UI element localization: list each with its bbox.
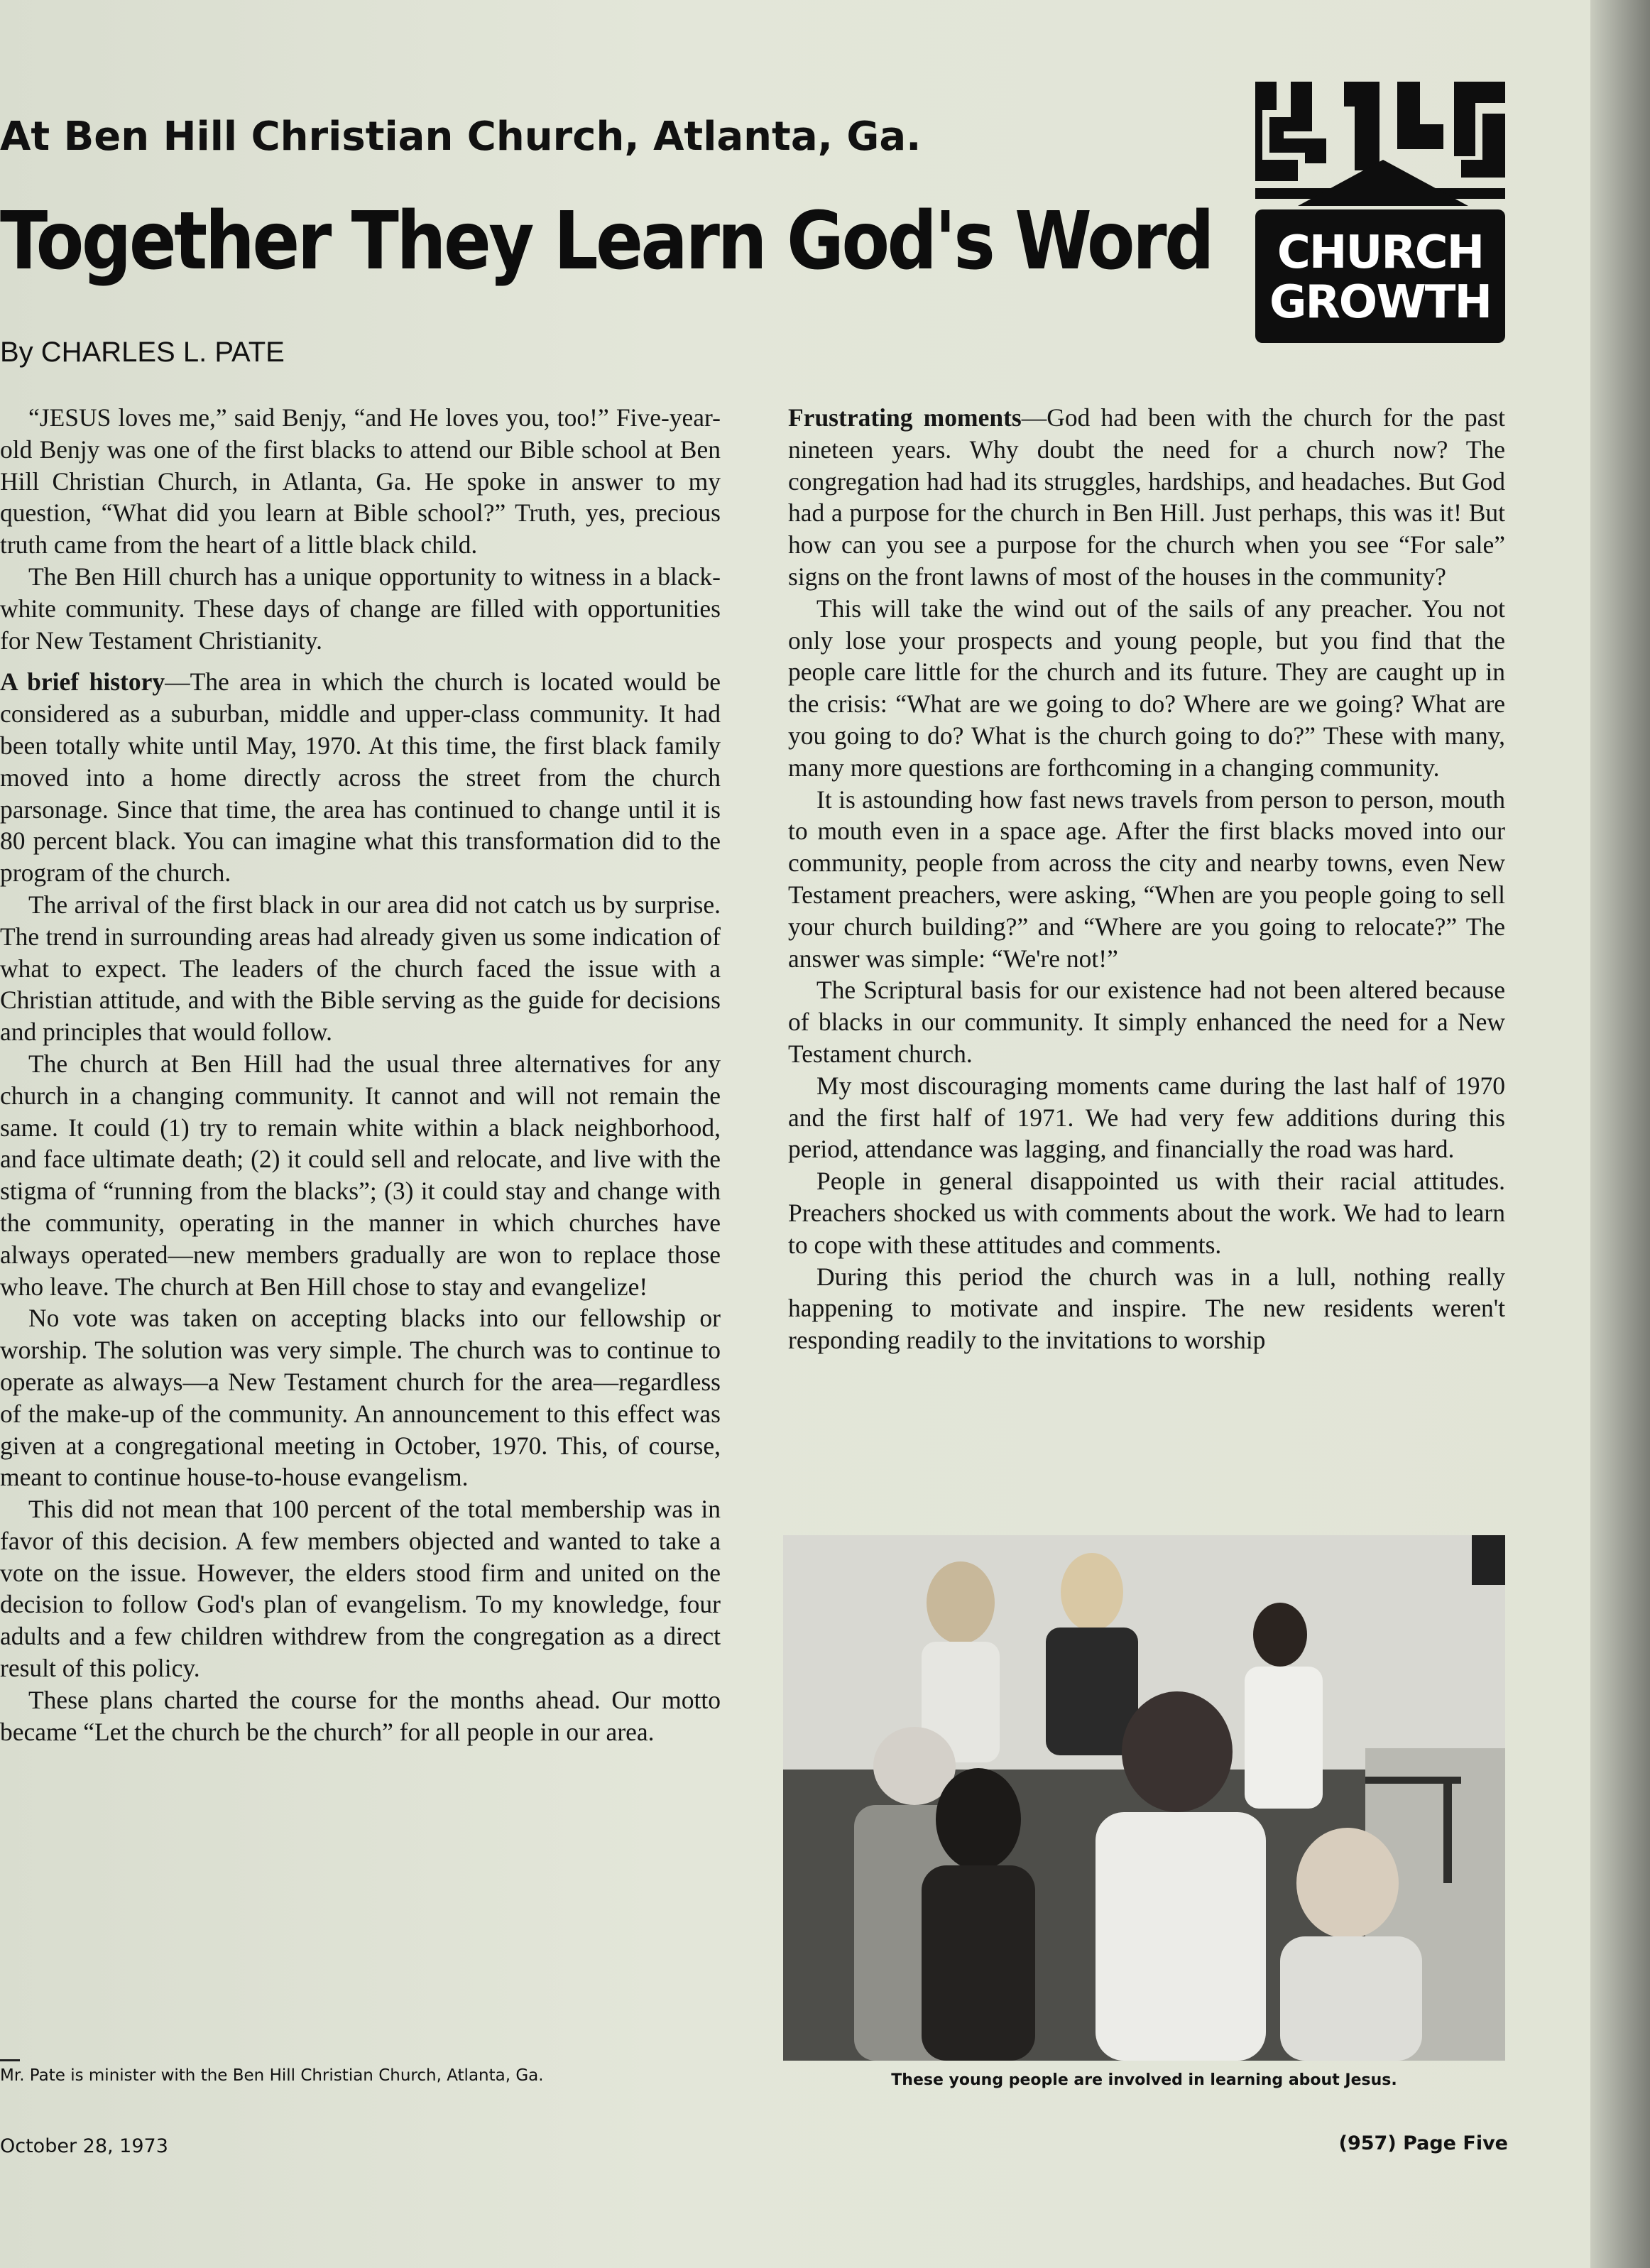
author-footnote: Mr. Pate is minister with the Ben Hill Christian Church, Atlanta, Ga. [0,2066,544,2085]
paragraph: During this period the church was in a lull, nothing really happening to motivate and inspire. The new residents weren't responding readily to the invitations to worship [788,1262,1505,1355]
children-photo [783,1535,1505,2061]
paragraph: This did not mean that 100 percent of the total membership was in favor of this decision. A few members objected and wanted to take a vote on the issue. However, the elders stood firm and united on the decision to follow God's plan of evangelism. To my knowledge, four adults and a few children withdrew from the congregation as a direct result of this policy. [0,1495,721,1683]
run-in-heading: Frustrating moments [788,403,1022,432]
paragraph: No vote was taken on accepting blacks into our fellowship or worship. The solution was very simple. The church was to continue to operate as always—a New Testament church for the area—regardless of the make-up of the community. An announcement to this effect was given at a congregational meeting in October, 1970. This, of course, meant to continue house-to-house evangelism. [0,1304,721,1492]
paragraph: The Ben Hill church has a unique opportunity to witness in a black-white community. These days of change are filled with opportunities for New Testament Christianity. [0,562,721,655]
article-headline: Together They Learn God's Word [0,195,1213,288]
paragraph: These plans charted the course for the months ahead. Our motto became “Let the church be the church” for all people in our area. [0,1685,721,1746]
footnote-rule [0,2059,20,2061]
paragraph: It is astounding how fast news travels from person to person, mouth to mouth even in a space age. After the first blacks moved into our community, people from across the city and nearby towns, even New Testament preachers, were asking, “When are you people going to sell your church building?” and “Where are you going to relocate?” The answer was simple: “We're not!” [788,785,1505,973]
paragraph: My most discouraging moments came during the last half of 1970 and the first half of 1971. We had very few additions during this period, attendance was lagging, and financially the road was hard. [788,1071,1505,1164]
article-byline: By CHARLES L. PATE [0,337,285,368]
paragraph-text: —The area in which the church is located would be considered as a suburban, middle and upper-class community. It had been totally white until May, 1970. At this time, the first black family moved into a home directly across the street from the church parsonage. Since that time, the area has continued to change until it is 80 percent black. You can imagine what this transformation did to the program of the church. [0,667,721,888]
photo-caption: These young people are involved in learning about Jesus. [891,2071,1397,2089]
paragraph [788,402,1505,593]
issue-date: October 28, 1973 [0,2135,168,2157]
paragraph: People in general disappointed us with their racial attitudes. Preachers shocked us with comments about the work. We had to learn to cope with these attitudes and comments. [788,1167,1505,1259]
page-edge-shadow [1590,0,1650,2268]
page-number: (957) Page Five [1338,2132,1508,2154]
paragraph: This will take the wind out of the sails of any preacher. You not only lose your prospects and young people, but you find that the people care little for the church and its future. They are caught up in the crisis: “What are we going to do? Where are we going? What are you going to do? What is the church going to do?” These with many, many more questions are forthcoming in a changing community. [788,594,1505,782]
paragraph: The arrival of the first black in our area did not catch us by surprise. The trend in surrounding areas had already given us some indication of what to expect. The leaders of the church faced the issue with a Christian attitude, and with the Bible serving as the guide for decisions and principles that would follow. [0,890,721,1047]
paragraph [0,666,721,889]
run-in-heading: A brief history [0,667,165,697]
left-column [0,402,721,1748]
paragraph: The church at Ben Hill had the usual three alternatives for any church in a changing community. It cannot and will not remain the same. It could (1) try to remain white within a black neighborhood, and face ultimate death; (2) it could sell and relocate, and live with the stigma of “running from the blacks”; (3) it could stay and change with the community, operating in the manner in which churches have always operated—new members gradually are won to replace those who leave. The church at Ben Hill chose to stay and evangelize! [0,1049,721,1301]
article-kicker: At Ben Hill Christian Church, Atlanta, Ga. [0,114,922,160]
paragraph: The Scriptural basis for our existence had not been altered because of blacks in our community. It simply enhanced the need for a New Testament church. [788,976,1505,1068]
logo-line-2: GROWTH [1269,276,1492,329]
paragraph-text: —God had been with the church for the past nineteen years. Why doubt the need for a church now? The congregation had had its struggles, hardships, and headaches. But God had a purpose for the church in Ben Hill. Just perhaps, this was it! But how can you see a purpose for the church when you see “For sale” signs on the front lawns of most of the houses in the community? [788,403,1505,591]
paragraph: “JESUS loves me,” said Benjy, “and He loves you, too!” Five-year-old Benjy was one of the first blacks to attend our Bible school at Ben Hill Christian Church, in Atlanta, Ga. He spoke in answer to my question, “What did you learn at Bible school?” Truth, yes, precious truth came from the heart of a little black child. [0,403,721,560]
church-growth-logo [1255,82,1505,366]
logo-line-1: CHURCH [1277,227,1484,279]
right-column [788,402,1505,1356]
